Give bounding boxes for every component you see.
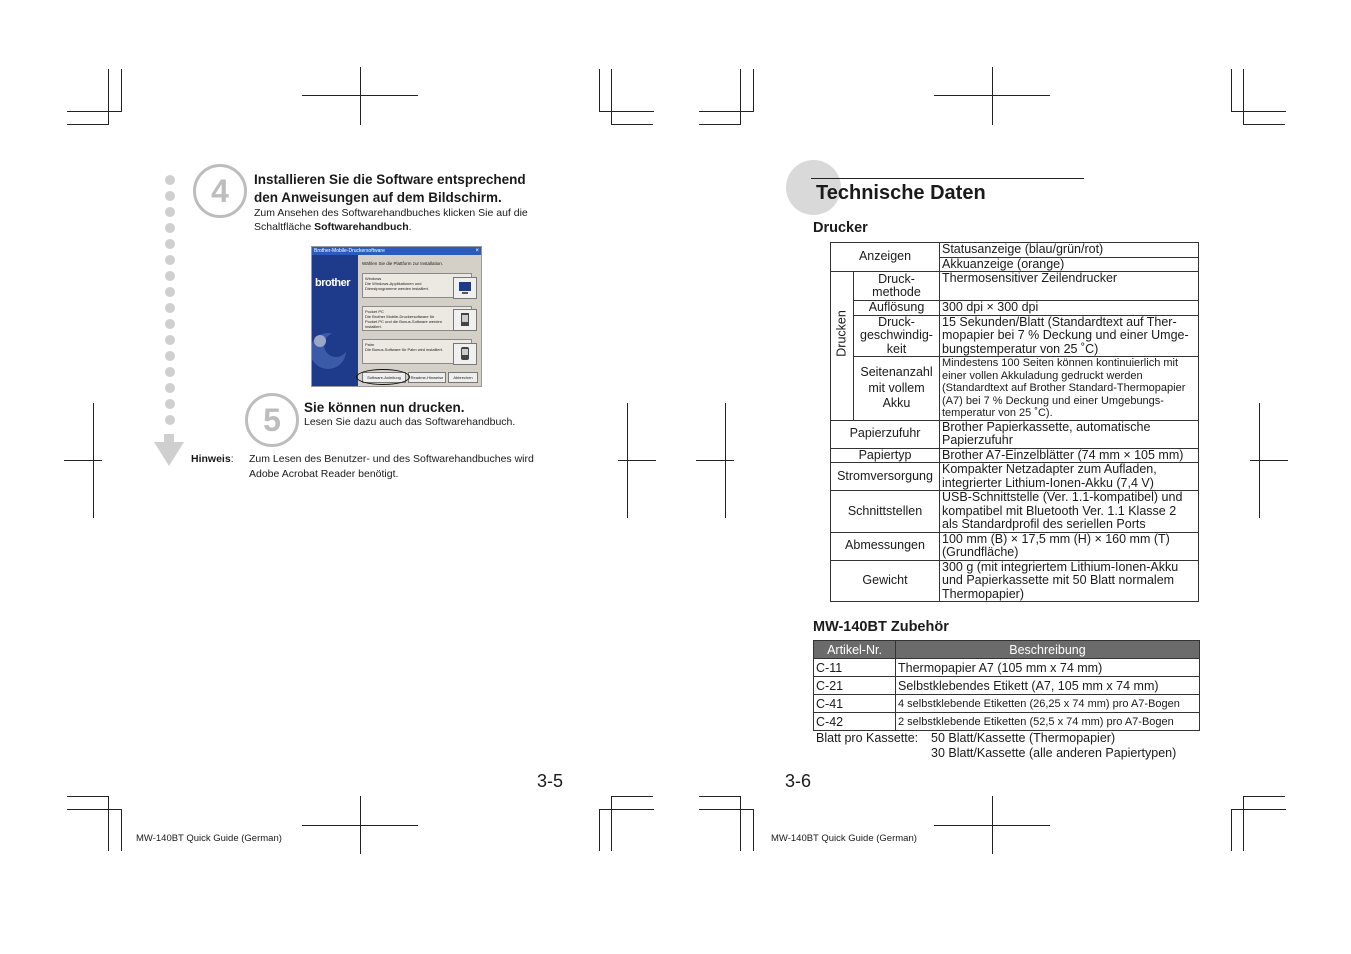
table-row: [814, 677, 1200, 695]
article-description: 4 selbstklebende Etiketten (26,25 x 74 mm) pro A7-Bogen: [896, 695, 1200, 713]
software-guide-button[interactable]: Software-Anleitung: [362, 372, 406, 383]
footer-left: MW-140BT Quick Guide (German): [136, 833, 282, 844]
drucken-group-label: Drucken: [831, 272, 854, 421]
spec-value: 300 dpi × 300 dpi: [940, 301, 1199, 316]
spec-label: Stromversorgung: [831, 463, 940, 491]
step-4-number: 4: [193, 164, 247, 218]
article-description: 2 selbstklebende Etiketten (52,5 x 74 mm) pro A7-Bogen: [896, 713, 1200, 731]
spec-value: Mindestens 100 Seiten können kontinuierlich mit einer vollen Akkuladung gedruckt werden (Standardtext auf Brother Standard-Thermopapier (A7) bei 7 % Deckung und einer Umgebungs- temperatur von 25 ˚C).: [940, 357, 1199, 421]
article-description: Selbstklebendes Etikett (A7, 105 mm x 74 mm): [896, 677, 1200, 695]
article-number: C-11: [814, 659, 896, 677]
step-4-title: Installieren Sie die Software entsprechend den Anweisungen auf dem Bildschirm.: [254, 172, 526, 205]
article-description: Thermopapier A7 (105 mm x 74 mm): [896, 659, 1200, 677]
palm-icon: [454, 344, 476, 364]
article-number: C-42: [814, 713, 896, 731]
table-row: [814, 695, 1200, 713]
article-number: C-41: [814, 695, 896, 713]
pocket-pc-group: Pocket PC Die Brother Mobile-Druckersoftware für Pocket PC und die Bonus-Software werden installiert.: [362, 306, 472, 331]
footer-right: MW-140BT Quick Guide (German): [771, 833, 917, 844]
spec-label: Gewicht: [831, 560, 940, 602]
spec-label: Anzeigen: [831, 243, 940, 272]
palm-install-button[interactable]: [453, 343, 477, 365]
spec-value: Kompakter Netzadapter zum Aufladen, integrierter Lithium-Ionen-Akku (7,4 V): [940, 463, 1199, 491]
table-row: [814, 659, 1200, 677]
printer-heading: Drucker: [813, 220, 868, 236]
spec-label: Schnittstellen: [831, 491, 940, 533]
spec-label: Abmessungen: [831, 532, 940, 560]
close-icon: ×: [475, 248, 479, 254]
step-5-title: Sie können nun drucken.: [304, 400, 465, 415]
spec-value: Thermosensitiver Zeilendrucker: [940, 272, 1199, 301]
spec-value: Brother Papierkassette, automatische Papierzufuhr: [940, 420, 1199, 448]
installer-window-title: Brother-Mobile-Druckersoftware: [312, 247, 481, 255]
printer-spec-table: [830, 242, 1199, 602]
title-rule: [811, 178, 1084, 179]
spec-label: Druck- methode: [854, 272, 940, 301]
spec-value: Brother A7-Einzelblätter (74 mm × 105 mm): [940, 448, 1199, 463]
windows-install-button[interactable]: [453, 277, 477, 299]
accessories-heading: MW-140BT Zubehör: [813, 619, 949, 635]
spec-value: Akkuanzeige (orange): [940, 257, 1199, 272]
spec-label: Auflösung: [854, 301, 940, 316]
spec-value: 15 Sekunden/Blatt (Standardtext auf Ther- mopapier bei 7 % Deckung und einer Umge- bungstemperatur von 25 ˚C): [940, 315, 1199, 357]
column-header: Artikel-Nr.: [814, 641, 896, 659]
accessories-table: [813, 640, 1200, 731]
installer-screenshot: [311, 246, 482, 387]
spec-label: Papierzufuhr: [831, 420, 940, 448]
pocket-pc-install-button[interactable]: [453, 309, 477, 331]
article-number: C-21: [814, 677, 896, 695]
cassette-label: Blatt pro Kassette:: [816, 731, 919, 745]
step-5-text: Lesen Sie dazu auch das Softwarehandbuch.: [304, 416, 516, 428]
spec-value: Statusanzeige (blau/grün/rot): [940, 243, 1199, 258]
page-number-right: 3-6: [785, 771, 812, 791]
spec-label: Druck- geschwindig- keit: [854, 315, 940, 357]
table-row: [814, 713, 1200, 731]
windows-group: Windows Die Windows-Applikationen und Dienstprogramme werden installiert.: [362, 273, 472, 298]
column-header: Beschreibung: [896, 641, 1200, 659]
brother-logo: brother: [315, 277, 350, 289]
step-5-number: 5: [245, 393, 299, 447]
spec-value: 100 mm (B) × 17,5 mm (H) × 160 mm (T) (Grundfläche): [940, 532, 1199, 560]
highlight-ellipse: [356, 369, 410, 385]
decorative-swirl-icon: [311, 325, 356, 371]
spec-label: Seitenanzahl mit vollem Akku: [854, 357, 940, 421]
pda-icon: [454, 310, 476, 330]
step-4-text: Zum Ansehen des Softwarehandbuches klicken Sie auf die Schaltfläche Softwarehandbuch.: [254, 207, 528, 233]
spec-label: Papiertyp: [831, 448, 940, 463]
page-title: Technische Daten: [816, 182, 986, 204]
spec-value: USB-Schnittstelle (Ver. 1.1-kompatibel) und kompatibel mit Bluetooth Ver. 1.1 Klasse 2 als Standardprofil des seriellen Ports: [940, 491, 1199, 533]
installer-instruction: Wählen Sie die Plattform zur Installation.: [362, 261, 444, 266]
note-text: Zum Lesen des Benutzer- und des Softwarehandbuches wird Adobe Acrobat Reader benötigt.: [249, 453, 534, 480]
cancel-button[interactable]: Abbrechen: [448, 372, 478, 383]
readme-button[interactable]: Readme-Hinweise: [408, 372, 446, 383]
cassette-values: 50 Blatt/Kassette (Thermopapier) 30 Blatt/Kassette (alle anderen Papiertypen): [931, 731, 1177, 760]
monitor-icon: [454, 278, 476, 298]
spec-value: 300 g (mit integriertem Lithium-Ionen-Akku und Papierkassette mit 50 Blatt normalem Thermopapier): [940, 560, 1199, 602]
palm-group: Palm Die Bonus-Software für Palm wird installiert.: [362, 339, 472, 364]
down-arrow-icon: [152, 434, 186, 468]
note-label: Hinweis:: [191, 453, 234, 465]
installer-sidebar: [312, 255, 358, 386]
page-number-left: 3-5: [537, 771, 564, 791]
